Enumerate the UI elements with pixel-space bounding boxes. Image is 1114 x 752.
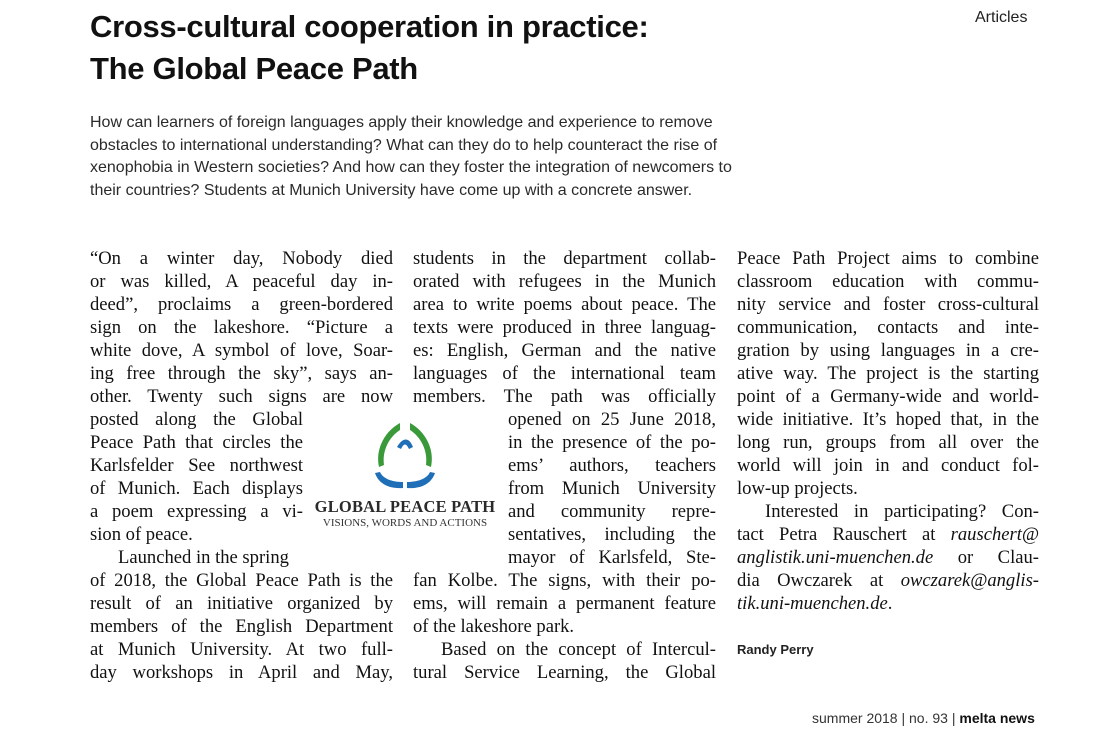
section-label: Articles — [975, 9, 1028, 26]
body-line: Based on the concept of Intercul- — [441, 639, 716, 660]
author-name: Randy Perry — [737, 642, 814, 657]
body-line: tural Service Learning, the Global — [413, 662, 716, 683]
body-line: mayor of Karlsfeld, Ste- — [508, 547, 716, 568]
body-line: classroom education with commu- — [737, 271, 1039, 292]
body-line: ems’ authors, teachers — [508, 455, 716, 476]
title-line: The Global Peace Path — [90, 51, 418, 86]
footer-number: no. 93 — [909, 710, 948, 726]
email-link-owczarek-domain[interactable]: tik.uni-muenchen.de — [737, 593, 888, 614]
contact-text: . — [887, 593, 893, 614]
body-line: opened on 25 June 2018, — [508, 409, 716, 430]
body-line: of the lakeshore park. — [413, 616, 575, 637]
body-line: deed”, proclaims a green-bordered — [90, 294, 393, 315]
contact-line — [737, 569, 1039, 592]
body-line: Launched in the spring — [118, 547, 289, 568]
contact-line — [737, 546, 1039, 569]
body-line: students in the department collab- — [413, 248, 716, 269]
body-line: members of the English Department — [90, 616, 393, 637]
body-line: ing free through the sky”, says an- — [90, 363, 393, 384]
body-line: of 2018, the Global Peace Path is the — [90, 570, 393, 591]
contact-text: tact Petra Rauschert at — [737, 524, 951, 545]
body-line: members. The path was officially — [413, 386, 716, 407]
contact-text: dia Owczarek at — [737, 570, 901, 591]
body-line: at Munich University. At two full- — [90, 639, 393, 660]
footer-separator: | — [897, 710, 910, 726]
logo-arc-blue-right — [407, 472, 435, 488]
body-line: Peace Path Project aims to combine — [737, 248, 1039, 269]
logo-tagline: VISIONS, WORDS AND ACTIONS — [322, 517, 488, 529]
logo-title: GLOBAL PEACE PATH — [314, 497, 496, 516]
lead-line: obstacles to international understanding? What can they do to help counteract the rise of — [90, 136, 718, 154]
logo-arc-green-left — [378, 423, 400, 467]
body-line: day workshops in April and May, — [90, 662, 393, 683]
body-line: orated with refugees in the Munich — [413, 271, 716, 292]
contact-line: Interested in participating? Con- — [765, 501, 1039, 522]
body-line: white dove, A symbol of love, Soar- — [90, 340, 393, 361]
body-line: result of an initiative organized by — [90, 593, 393, 614]
body-line: ative way. The project is the starting — [737, 363, 1039, 384]
body-line: es: English, German and the native — [413, 340, 716, 361]
body-line: communication, contacts and inte- — [737, 317, 1039, 338]
peace-path-emblem-icon — [367, 417, 443, 493]
title-line: Cross-cultural cooperation in practice: — [90, 9, 649, 44]
body-line: from Munich University — [508, 478, 716, 499]
body-line: wide initiative. It’s hoped that, in the — [737, 409, 1039, 430]
body-line: and community repre- — [508, 501, 716, 522]
contact-line — [737, 592, 892, 615]
body-line: low-up projects. — [737, 478, 858, 499]
body-line: of Munich. Each displays — [90, 478, 303, 499]
page-footer — [812, 710, 1035, 726]
contact-text: or Clau- — [933, 547, 1039, 568]
body-line: long run, groups from all over the — [737, 432, 1039, 453]
body-line: sign on the lakeshore. “Picture a — [90, 317, 393, 338]
lead-line: How can learners of foreign languages apply their knowledge and experience to remove — [90, 114, 713, 131]
footer-publication: melta news — [959, 710, 1035, 726]
email-link-rauschert[interactable]: rauschert@ — [950, 524, 1039, 545]
body-line: world will join in and conduct fol- — [737, 455, 1039, 476]
lead-line: xenophobia in Western societies? And how can they foster the integration of newcomers to — [90, 159, 732, 177]
body-line: point of a Germany-wide and world- — [737, 386, 1039, 407]
body-line: “On a winter day, Nobody died — [90, 248, 393, 269]
lead-line: their countries? Students at Munich University have come up with a concrete answer. — [90, 182, 693, 200]
global-peace-path-logo — [312, 415, 498, 535]
logo-arc-blue-left — [375, 472, 403, 488]
email-link-rauschert-domain[interactable]: anglistik.uni-muenchen.de — [737, 547, 934, 568]
body-line: other. Twenty such signs are now — [90, 386, 393, 407]
body-line: sentatives, including the — [508, 524, 716, 545]
body-line: nity service and foster cross-cultural — [737, 294, 1039, 315]
body-line: sion of peace. — [90, 524, 193, 545]
body-line: or was killed, A peaceful day in- — [90, 271, 393, 292]
email-link-owczarek[interactable]: owczarek@anglis- — [900, 570, 1039, 591]
body-line: Karlsfelder See northwest — [90, 455, 303, 476]
footer-issue: summer 2018 — [812, 710, 898, 726]
logo-arc-green-right — [410, 423, 432, 467]
body-line: gration by using languages in a cre- — [737, 340, 1039, 361]
body-line: texts were produced in three languag- — [413, 317, 716, 338]
body-line: Peace Path that circles the — [90, 432, 303, 453]
body-line: in the presence of the po- — [508, 432, 716, 453]
body-line: ems, will remain a permanent feature — [413, 593, 716, 614]
body-line: a poem expressing a vi- — [90, 501, 303, 522]
lead-paragraph — [90, 112, 780, 203]
logo-arc-blue-center — [397, 440, 413, 450]
contact-line — [737, 523, 1039, 546]
body-line: fan Kolbe. The signs, with their po- — [413, 570, 716, 591]
article-title — [90, 6, 648, 90]
body-line: area to write poems about peace. The — [413, 294, 716, 315]
body-line: posted along the Global — [90, 409, 303, 430]
body-line: languages of the international team — [413, 363, 716, 384]
footer-separator: | — [947, 710, 960, 726]
